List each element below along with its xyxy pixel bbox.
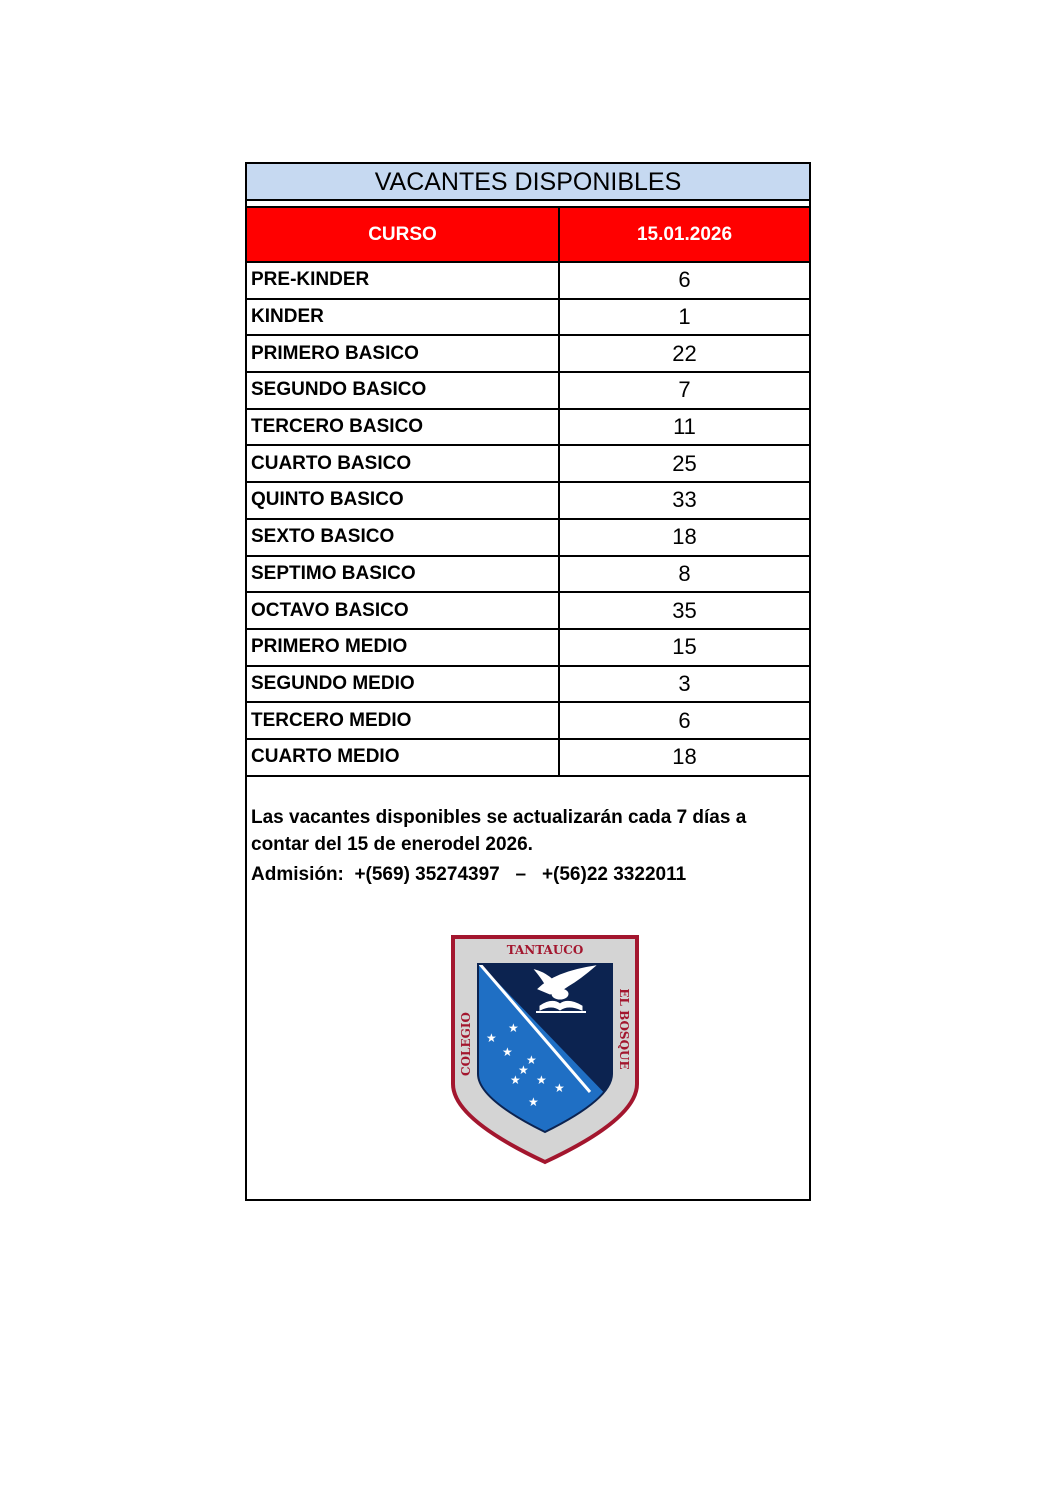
vacancy-count: 7 xyxy=(678,377,691,403)
crest-right-text: EL BOSQUE xyxy=(617,988,631,1070)
note-line-2: contar del 15 de enerodel 2026. xyxy=(251,834,533,855)
table-body xyxy=(247,263,809,777)
svg-text:★: ★ xyxy=(526,1053,537,1067)
crest-left-text: COLEGIO xyxy=(459,1012,473,1076)
svg-text:★: ★ xyxy=(508,1021,519,1035)
vacancy-count: 6 xyxy=(678,267,691,293)
table-row xyxy=(247,483,809,520)
course-name: QUINTO BASICO xyxy=(247,483,560,518)
table-row xyxy=(247,300,809,337)
vacancies-sheet xyxy=(245,162,811,1201)
course-name: SEGUNDO MEDIO xyxy=(247,667,560,702)
table-header xyxy=(247,208,809,263)
table-row xyxy=(247,263,809,300)
svg-text:★: ★ xyxy=(528,1095,539,1109)
header-date: 15.01.2026 xyxy=(636,223,733,245)
svg-text:★: ★ xyxy=(518,1063,529,1077)
course-name: SEGUNDO BASICO xyxy=(247,373,560,408)
table-row xyxy=(247,336,809,373)
svg-text:★: ★ xyxy=(510,1073,521,1087)
header-course: CURSO xyxy=(247,208,560,261)
course-name: SEPTIMO BASICO xyxy=(247,557,560,592)
svg-text:★: ★ xyxy=(536,1073,547,1087)
vacancy-count: 33 xyxy=(672,487,697,513)
table-row xyxy=(247,373,809,410)
vacancy-count: 6 xyxy=(678,707,691,733)
vacancy-count: 8 xyxy=(678,560,691,586)
title-spacer xyxy=(247,201,809,208)
vacancy-count: 25 xyxy=(672,450,697,476)
vacancy-count: 18 xyxy=(672,744,697,770)
course-name: SEXTO BASICO xyxy=(247,520,560,555)
course-name: TERCERO BASICO xyxy=(247,410,560,445)
course-name: TERCERO MEDIO xyxy=(247,703,560,738)
course-name: KINDER xyxy=(247,300,560,335)
vacancy-count: 3 xyxy=(678,670,691,696)
course-name: PRIMERO MEDIO xyxy=(247,630,560,665)
course-name: PRIMERO BASICO xyxy=(247,336,560,371)
school-crest-logo xyxy=(450,934,640,1166)
crest-top-text: TANTAUCO xyxy=(506,943,584,957)
table-row xyxy=(247,410,809,447)
svg-text:★: ★ xyxy=(502,1045,513,1059)
admission-contact: Admisión: +(569) 35274397 – +(56)22 3322011 xyxy=(251,864,687,885)
table-title: VACANTES DISPONIBLES xyxy=(247,164,809,201)
table-row xyxy=(247,446,809,483)
table-row xyxy=(247,703,809,740)
svg-text:★: ★ xyxy=(486,1031,497,1045)
table-row xyxy=(247,667,809,704)
vacancy-count: 18 xyxy=(672,524,697,550)
table-row xyxy=(247,630,809,667)
table-row xyxy=(247,557,809,594)
table-row xyxy=(247,740,809,777)
vacancy-count: 22 xyxy=(672,340,697,366)
table-row xyxy=(247,593,809,630)
table-row xyxy=(247,520,809,557)
course-name: OCTAVO BASICO xyxy=(247,593,560,628)
course-name: CUARTO BASICO xyxy=(247,446,560,481)
update-note xyxy=(251,804,801,888)
vacancy-count: 35 xyxy=(672,597,697,623)
course-name: CUARTO MEDIO xyxy=(247,740,560,775)
vacancy-count: 15 xyxy=(672,634,697,660)
course-name: PRE-KINDER xyxy=(247,263,560,298)
vacancy-count: 11 xyxy=(673,414,696,440)
note-line-1: Las vacantes disponibles se actualizarán cada 7 días a xyxy=(251,807,747,828)
vacancy-count: 1 xyxy=(678,304,691,330)
svg-text:★: ★ xyxy=(554,1081,565,1095)
